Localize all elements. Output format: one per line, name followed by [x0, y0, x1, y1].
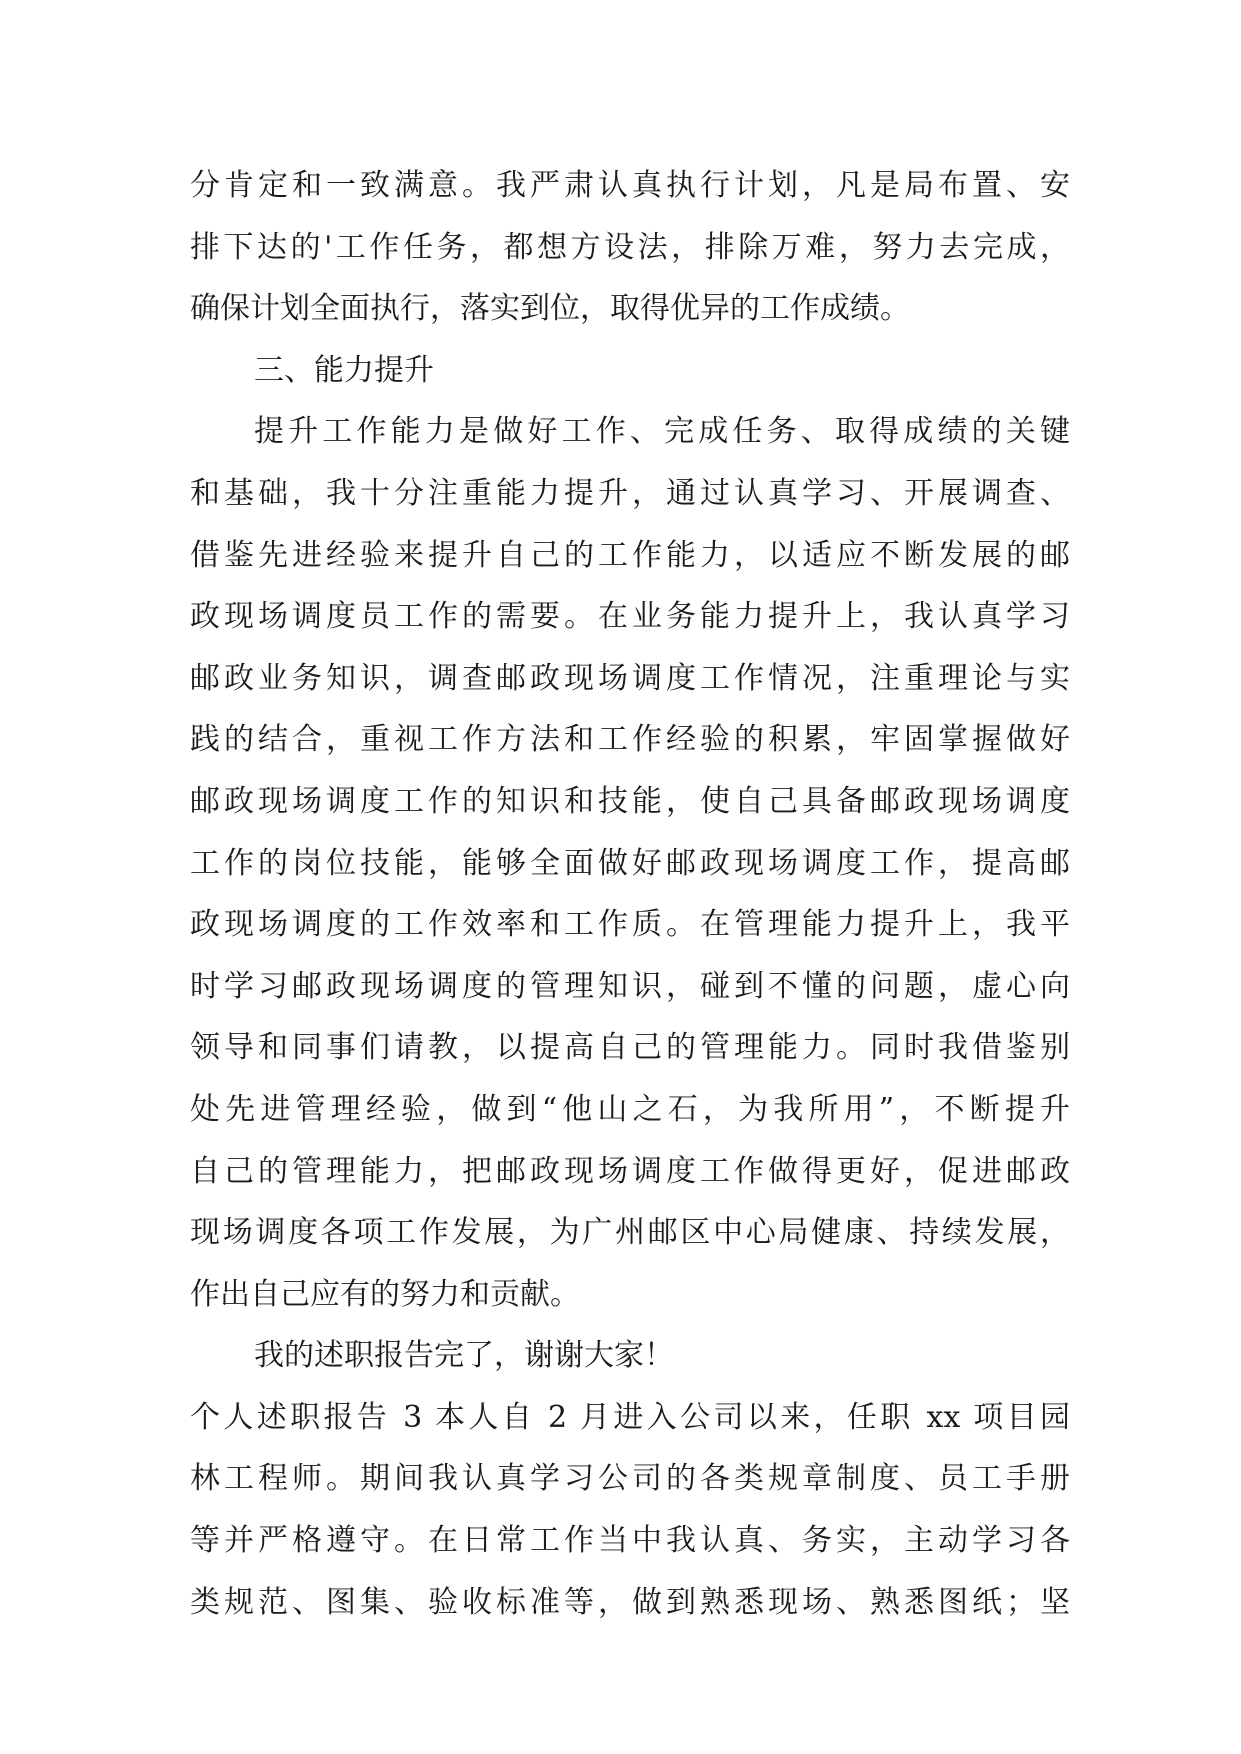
- body-line: 借鉴先进经验来提升自己的工作能力，以适应不断发展的邮: [190, 537, 1070, 573]
- document-body: [190, 155, 1070, 1633]
- body-line: 工作的岗位技能，能够全面做好邮政现场调度工作，提高邮: [190, 845, 1070, 881]
- body-line: 林工程师。期间我认真学习公司的各类规章制度、员工手册: [190, 1461, 1070, 1497]
- report-heading-line: 个人述职报告 3 本人自 2 月进入公司以来，任职 xx 项目园: [190, 1399, 1070, 1435]
- body-line: 类规范、图集、验收标准等，做到熟悉现场、熟悉图纸；坚: [190, 1584, 1070, 1620]
- body-line: 时学习邮政现场调度的管理知识，碰到不懂的问题，虚心向: [190, 968, 1070, 1004]
- closing-line: 我的述职报告完了，谢谢大家！: [254, 1338, 674, 1374]
- body-line: 和基础，我十分注重能力提升，通过认真学习、开展调查、: [190, 475, 1070, 511]
- body-line: 邮政业务知识，调查邮政现场调度工作情况，注重理论与实: [190, 660, 1070, 696]
- body-line: 践的结合，重视工作方法和工作经验的积累，牢固掌握做好: [190, 722, 1070, 758]
- body-line: 政现场调度的工作效率和工作质。在管理能力提升上，我平: [190, 907, 1070, 943]
- body-line: 现场调度各项工作发展，为广州邮区中心局健康、持续发展，: [190, 1215, 1070, 1251]
- body-line: 政现场调度员工作的需要。在业务能力提升上，我认真学习: [190, 599, 1070, 635]
- body-line: 排下达的'工作任务，都想方设法，排除万难，努力去完成，: [190, 229, 1070, 265]
- body-line: 等并严格遵守。在日常工作当中我认真、务实，主动学习各: [190, 1523, 1070, 1559]
- body-line: 邮政现场调度工作的知识和技能，使自己具备邮政现场调度: [190, 783, 1070, 819]
- body-line: 确保计划全面执行，落实到位，取得优异的工作成绩。: [190, 291, 910, 327]
- section-heading: 三、能力提升: [254, 352, 434, 388]
- body-line: 处先进管理经验，做到“他山之石，为我所用”，不断提升: [190, 1091, 1070, 1127]
- body-line: 领导和同事们请教，以提高自己的管理能力。同时我借鉴别: [190, 1030, 1070, 1066]
- body-line: 自己的管理能力，把邮政现场调度工作做得更好，促进邮政: [190, 1153, 1070, 1189]
- body-line: 分肯定和一致满意。我严肃认真执行计划，凡是局布置、安: [190, 168, 1070, 203]
- body-line: 提升工作能力是做好工作、完成任务、取得成绩的关键: [254, 414, 1070, 450]
- body-line: 作出自己应有的努力和贡献。: [190, 1276, 580, 1312]
